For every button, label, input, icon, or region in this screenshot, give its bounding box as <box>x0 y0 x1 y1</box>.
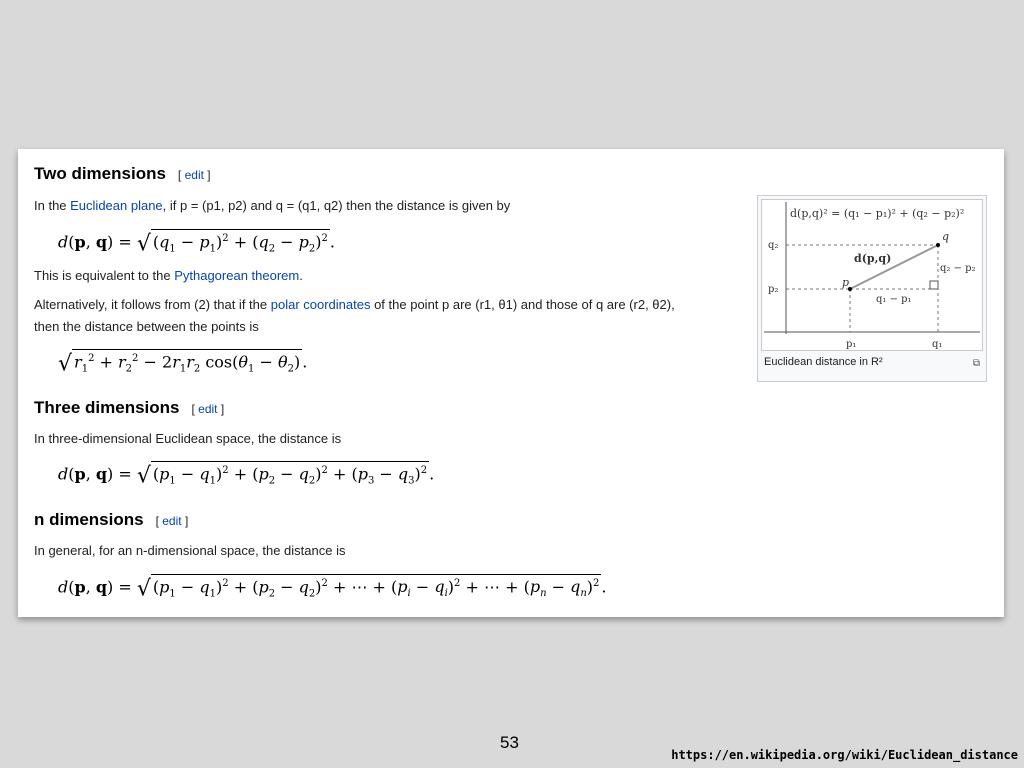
distance-diagram <box>762 200 982 350</box>
two-equivalent: This is equivalent to the Pythagorean theorem. <box>34 268 303 283</box>
edit-link-n[interactable]: [ edit ] <box>155 514 189 528</box>
label-p2: p₂ <box>768 284 779 295</box>
figure-caption: Euclidean distance in R² <box>764 356 883 368</box>
heading-two-dimensions: Two dimensions [ edit ] <box>34 164 211 183</box>
label-distance: d(p,q) <box>854 252 892 265</box>
two-intro: In the Euclidean plane, if p = (p1, p2) and q = (q1, q2) then the distance is given by <box>34 198 511 213</box>
label-q2: q₂ <box>768 240 779 251</box>
label-q1: q₁ <box>932 339 943 350</box>
source-url: https://en.wikipedia.org/wiki/Euclidean_distance <box>671 748 1018 762</box>
label-dx: q₁ − p₁ <box>876 294 912 305</box>
figure-image[interactable] <box>761 199 983 351</box>
formula-polar: √ $r_1^2 + r_2^2 - 2r_1r_2$ $\cos(\theta_1 - \theta_2)$ . <box>58 349 307 379</box>
formula-nd: d(p, q) = √ $(p_1 - q_1)^2 + (p_2 - q_2)^2$ + ⋯ + $(p_i - q_i)^2$ + ⋯ + $(p_n - q_n)^2$ . <box>58 574 607 604</box>
page-number: 53 <box>500 733 519 752</box>
heading-n-dimensions: n dimensions [ edit ] <box>34 510 189 529</box>
magnify-icon[interactable]: ⧉ <box>972 358 980 369</box>
label-q: q <box>942 230 950 243</box>
slide-content <box>18 149 1004 617</box>
two-alternative-line2: then the distance between the points is <box>34 319 259 334</box>
label-dy: q₂ − p₂ <box>940 263 976 274</box>
point-q <box>936 243 940 247</box>
formula-3d: d(p, q) = √ $(p_1 - q_1)^2 + (p_2 - q_2)^2 + (p_3 - q_3)^2$ . <box>58 461 434 491</box>
label-p: p <box>842 276 850 289</box>
figure-thumbnail[interactable] <box>757 195 987 382</box>
formula-2d: d(p, q) = √ $(q_1 - p_1)^2 + (q_2 - p_2)^2$ . <box>58 229 335 259</box>
label-p1: p₁ <box>846 339 857 350</box>
figure-formula: d(p,q)² = (q₁ − p₁)² + (q₂ − p₂)² <box>790 207 965 220</box>
right-angle-marker <box>930 281 938 289</box>
edit-link-two[interactable]: [ edit ] <box>177 168 211 182</box>
link-pythagorean-theorem[interactable]: Pythagorean theorem <box>174 268 300 283</box>
two-alternative: Alternatively, it follows from (2) that if the polar coordinates of the point p are (r1, θ1) and those of q are (r2, θ2), <box>34 297 675 312</box>
link-polar-coordinates[interactable]: polar coordinates <box>270 297 371 312</box>
link-euclidean-plane[interactable]: Euclidean plane <box>70 198 163 213</box>
heading-three-dimensions: Three dimensions [ edit ] <box>34 398 225 417</box>
edit-link-three[interactable]: [ edit ] <box>191 402 225 416</box>
three-intro: In three-dimensional Euclidean space, the distance is <box>34 431 342 446</box>
n-intro: In general, for an n-dimensional space, the distance is <box>34 543 346 558</box>
